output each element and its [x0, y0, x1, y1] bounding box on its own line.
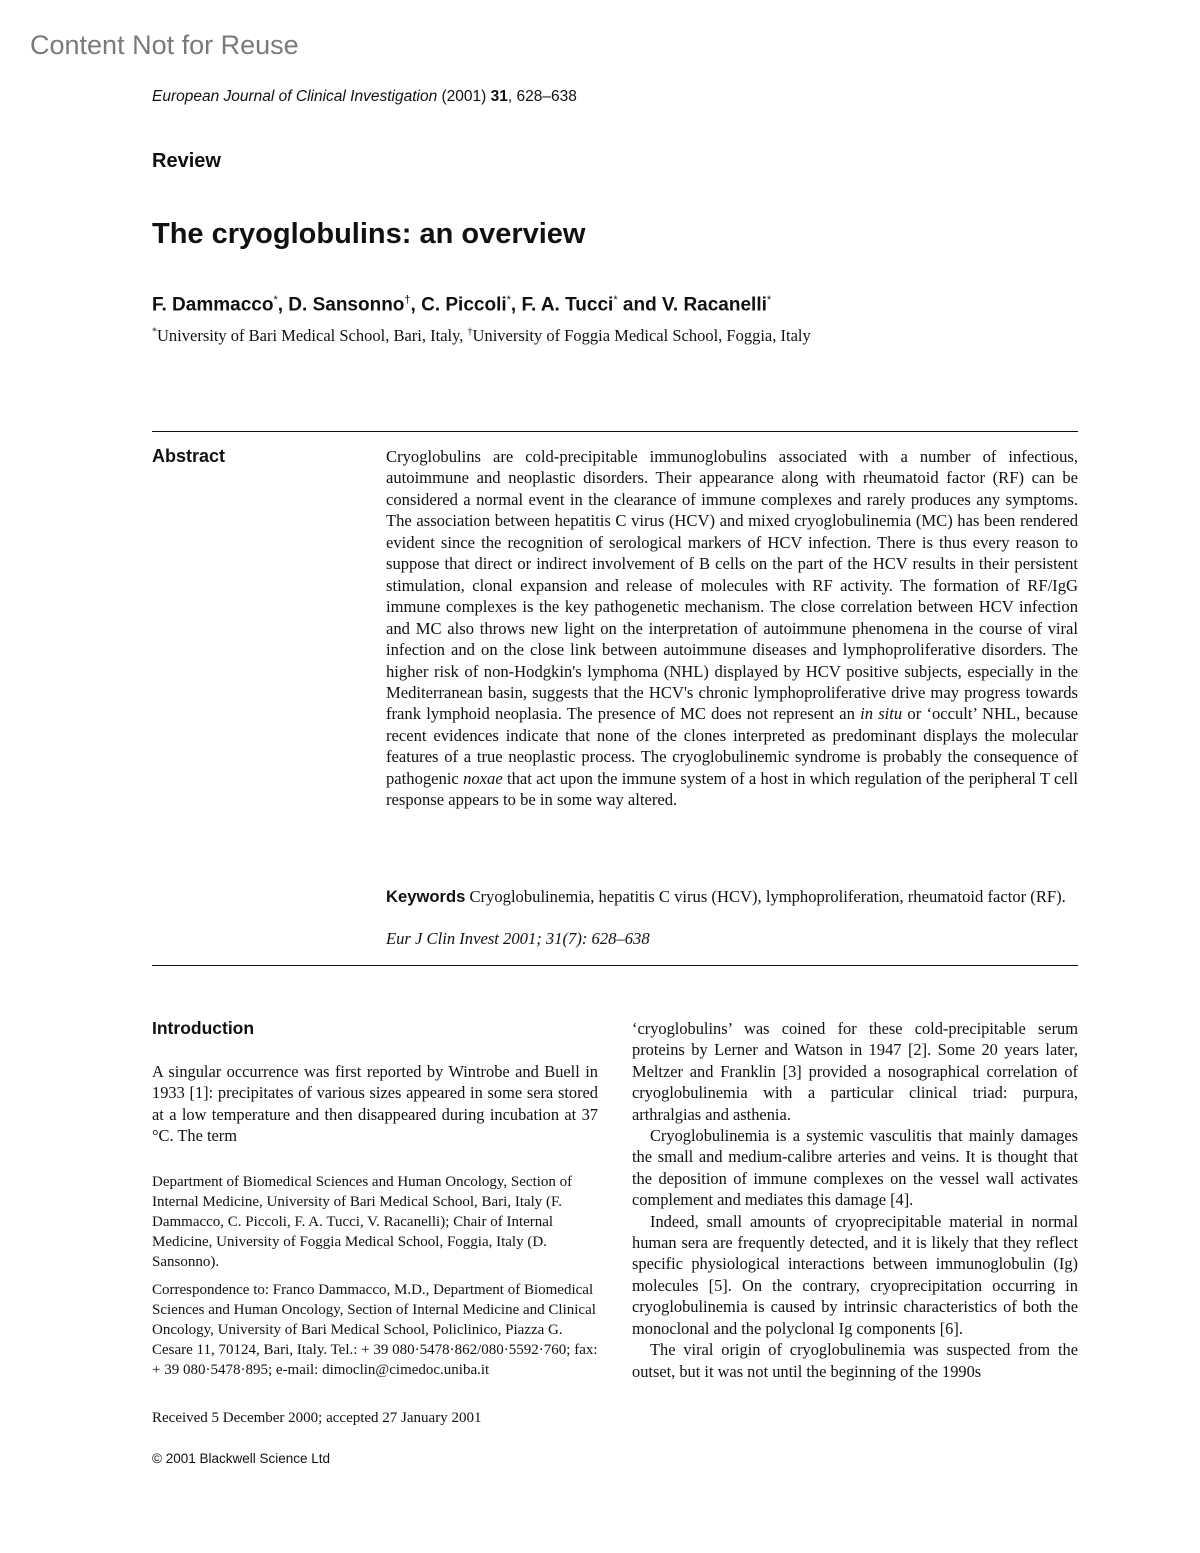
journal-header	[152, 88, 577, 106]
article-title: The cryoglobulins: an overview	[152, 218, 586, 250]
abstract-text-part: that act upon the immune system of a host in which regulation of the peripheral T cell response appears to be in some way altered.	[386, 768, 1078, 810]
department-footnote: Department of Biomedical Sciences and Human Oncology, Section of Internal Medicine, University of Bari Medical School, Bari, Italy (F. Dammacco, C. Piccoli, F. A. Tucci, V. Racanelli); Chair of Internal Medicine, University of Foggia Medical School, Foggia, Italy (D. Sansonno).	[152, 1174, 573, 1270]
copyright: © 2001 Blackwell Science Ltd	[152, 1451, 331, 1466]
author-mark: *	[273, 294, 278, 306]
affiliation-mark: †	[467, 326, 473, 338]
author-mark: †	[404, 294, 411, 306]
affiliation-text: University of Bari Medical School, Bari, Italy,	[157, 326, 468, 345]
abstract-top-rule	[152, 431, 1078, 432]
author-mark: *	[506, 294, 511, 306]
journal-volume: 31	[490, 88, 508, 105]
abstract-text-part: Cryoglobulins are cold-precipitable immunoglobulins associated with a number of infectious, autoimmune and neoplastic disorders. Their appearance along with rheumatoid factor (RF) can be considered a normal event in the clearance of immune complexes and rarely produces any symptoms. The association between hepatitis C virus (HCV) and mixed cryoglobulinemia (MC) has been rendered evident since the recognition of serological markers of HCV infection. There is thus every reason to suppose that direct or indirect involvement of B cells on the part of the HCV results in their persistent stimulation, clonal expansion and release of molecules with RF activity. The formation of RF/IgG immune complexes is the key pathogenetic mechanism. The close correlation between HCV infection and MC also throws new light on the interpretation of autoimmune phenomena in the course of viral infection and on the close link between autoimmune diseases and lymphoproliferative disorders. The higher risk of non-Hodgkin's lymphoma (NHL) displayed by HCV positive subjects, especially in the Mediterranean basin, suggests that the HCV's chronic lymphoproliferative drive may progress towards frank lymphoid neoplasia. The presence of MC does not represent an	[386, 447, 1078, 724]
journal-year: (2001)	[441, 88, 487, 105]
introduction-heading: Introduction	[152, 1018, 255, 1038]
keywords-label: Keywords	[386, 887, 466, 906]
body-paragraph: ‘cryoglobulins’ was coined for these cold-precipitable serum proteins by Lerner and Watson in 1947 [2]. Some 20 years later, Meltzer and Franklin [3] provided a nosographical correlation of cryoglobulinemia with a particular clinical triad: purpura, arthralgias and asthenia.	[632, 1019, 1078, 1124]
author-mark: *	[613, 294, 618, 306]
journal-pages: , 628–638	[507, 88, 577, 105]
author-name: V. Racanelli	[661, 294, 767, 316]
abstract-bottom-rule	[152, 965, 1078, 966]
abstract-text-part: or ‘occult’ NHL, because recent evidences indicate that none of the clones interpreted as predominant displays the molecular features of a true neoplastic process. The cryoglobulinemic syndrome is probably the consequence of pathogenic	[386, 704, 1079, 788]
introduction-paragraph-left: A singular occurrence was first reported by Wintrobe and Buell in 1933 [1]: precipitates of various sizes appeared in some sera stored at a low temperature and then disappeared during incubation at 37 °C. The term	[152, 1062, 598, 1146]
abstract-label: Abstract	[152, 446, 226, 466]
abstract-italic: noxae	[463, 768, 503, 788]
body-paragraph: Indeed, small amounts of cryoprecipitable material in normal human sera are frequently detected, and it is likely that they reflect specific physiological interactions between immunoglobulin (Ig) molecules [5]. On the contrary, cryoprecipitation occurring in cryoglobulinemia is caused by intrinsic characteristics of both the monoclonal and the polyclonal Ig components [6].	[632, 1211, 1078, 1338]
keywords	[386, 886, 1078, 908]
author-list	[152, 294, 771, 316]
section-type: Review	[152, 150, 221, 172]
author-separator: ,	[277, 294, 289, 316]
author-name: D. Sansonno	[288, 294, 405, 316]
received-date: Received 5 December 2000; accepted 27 January 2001	[152, 1410, 482, 1426]
author-name: C. Piccoli	[421, 294, 507, 316]
citation: Eur J Clin Invest 2001; 31(7): 628–638	[386, 929, 650, 948]
author-separator: ,	[410, 294, 422, 316]
body-paragraph: The viral origin of cryoglobulinemia was suspected from the outset, but it was not until the beginning of the 1990s	[632, 1340, 1078, 1381]
author-separator: and	[617, 294, 662, 316]
body-paragraph: Cryoglobulinemia is a systemic vasculitis that mainly damages the small and medium-calibre arteries and veins. It is thought that the deposition of immune complexes on the vessel wall activates complement and mediates this damage [4].	[632, 1126, 1078, 1210]
author-name: F. A. Tucci	[521, 294, 614, 316]
affiliation-mark: *	[152, 326, 157, 338]
author-separator: ,	[510, 294, 522, 316]
author-name: F. Dammacco	[152, 294, 274, 316]
affiliation-text: University of Foggia Medical School, Foggia, Italy	[472, 326, 811, 345]
correspondence-footnote: Correspondence to: Franco Dammacco, M.D., Department of Biomedical Sciences and Human Oncology, Section of Internal Medicine and Clinical Oncology, University of Bari Medical School, Policlinico, Piazza G. Cesare 11, 70124, Bari, Italy. Tel.: + 39 080·5478·862/080·5592·760; fax: + 39 080·5478·895; e-mail: dimoclin@cimedoc.uniba.it	[152, 1282, 598, 1378]
abstract-text	[386, 446, 1078, 811]
author-mark: *	[766, 294, 772, 306]
journal-name: European Journal of Clinical Investigation	[152, 88, 438, 105]
affiliations	[152, 326, 811, 346]
keywords-text: Cryoglobulinemia, hepatitis C virus (HCV), lymphoproliferation, rheumatoid factor (RF).	[465, 887, 1066, 906]
introduction-right-column	[632, 1018, 1078, 1382]
abstract-italic: in situ	[860, 704, 903, 724]
watermark: Content Not for Reuse	[30, 30, 299, 60]
